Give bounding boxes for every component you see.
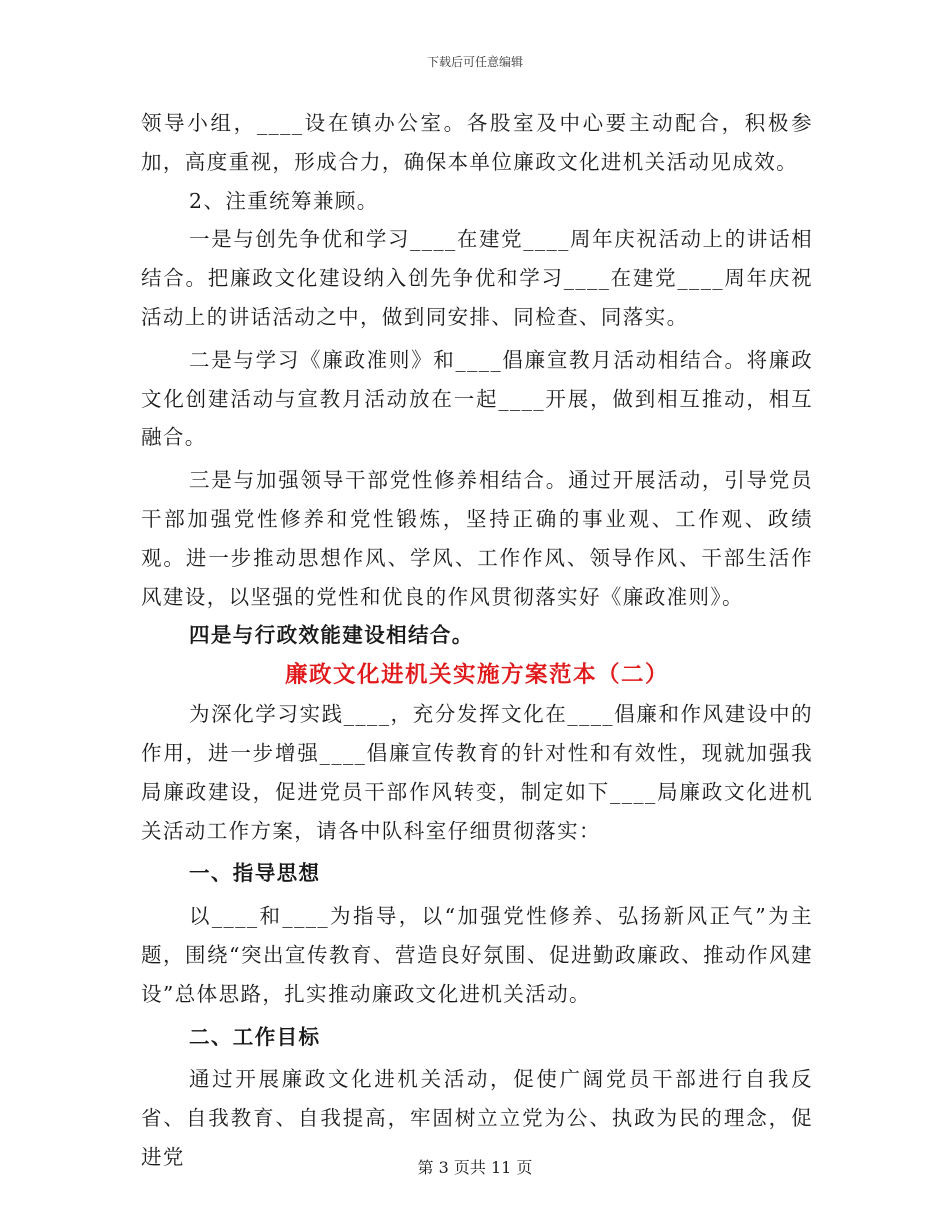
section-title: 廉政文化进机关实施方案范本（二） xyxy=(284,662,669,689)
page-footer: 第 3 页共 11 页 xyxy=(417,1158,533,1177)
page-header: 下载后可任意编辑 xyxy=(426,55,523,69)
paragraph-guiding-ideology: 以____和____为指导，以“加强党性修养、弘扬新风正气”为主题，围绕“突出宣传教育、营造良好氛围、促进勤政廉政、推动作风建设”总体思路，扎实推动廉政文化进机关活动。 xyxy=(141,904,813,1006)
heading-work-goals: 二、工作目标 xyxy=(189,1024,321,1049)
paragraph-point-three: 三是与加强领导干部党性修养相结合。通过开展活动，引导党员干部加强党性修养和党性锻炼，坚持正确的事业观、工作观、政绩观。进一步推动思想作风、学风、工作作风、领导作风、干部生活作风建设，以坚强的党性和优良的作风贯彻落实好《廉政准则》。 xyxy=(141,468,813,609)
paragraph-point-two: 二是与学习《廉政准则》和____倡廉宣教月活动相结合。将廉政文化创建活动与宣教月活动放在一起____开展，做到相互推动，相互融合。 xyxy=(141,347,813,450)
paragraph-coordination-heading: 2、注重统筹兼顾。 xyxy=(189,188,379,213)
heading-guiding-ideology: 一、指导思想 xyxy=(189,861,321,886)
document-body xyxy=(141,104,813,1177)
paragraph-point-four: 四是与行政效能建设相结合。 xyxy=(189,623,474,648)
paragraph-leading-group: 领导小组，____设在镇办公室。各股室及中心要主动配合，积极参加，高度重视，形成合力，确保本单位廉政文化进机关活动见成效。 xyxy=(141,111,813,174)
paragraph-work-goals: 通过开展廉政文化进机关活动，促使广阔党员干部进行自我反省、自我教育、自我提高，牢固树立立党为公、执政为民的理念，促进党 xyxy=(141,1067,813,1169)
paragraph-intro: 为深化学习实践____，充分发挥文化在____倡廉和作风建设中的作用，进一步增强____倡廉宣传教育的针对性和有效性，现就加强我局廉政建设，促进党员干部作风转变，制定如下____局廉政文化进机关活动工作方案，请各中队科室仔细贯彻落实： xyxy=(141,702,813,843)
paragraph-point-one: 一是与创先争优和学习____在建党____周年庆祝活动上的讲话相结合。把廉政文化建设纳入创先争优和学习____在建党____周年庆祝活动上的讲话活动之中，做到同安排、同检查、同落实。 xyxy=(141,227,813,329)
